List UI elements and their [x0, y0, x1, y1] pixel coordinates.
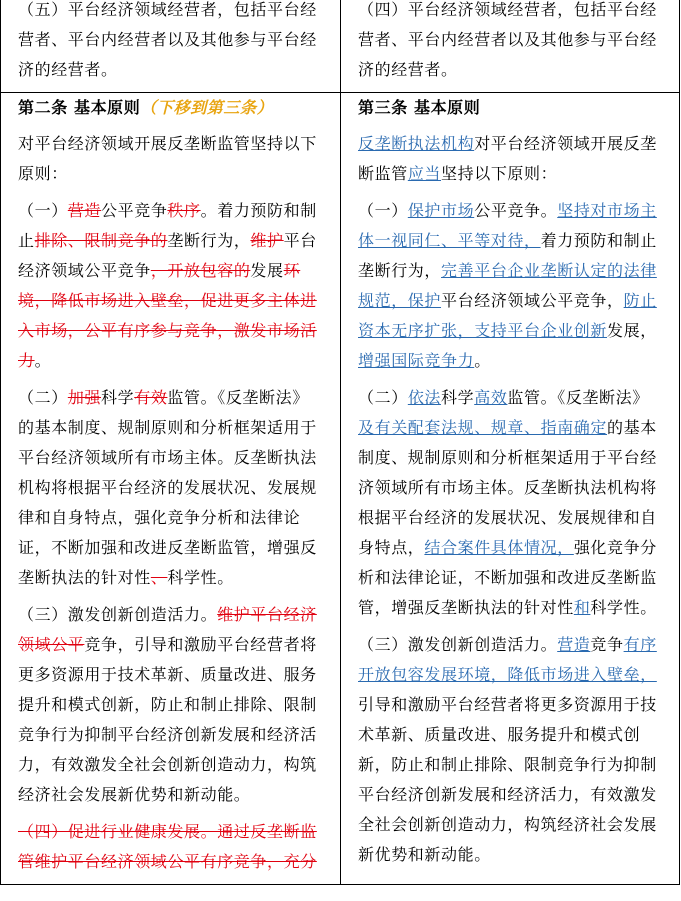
- deleted-text: 排除、限制竞争的: [34, 231, 168, 250]
- left-intro: 对平台经济领域开展反垄断监管坚持以下原则：: [18, 134, 317, 183]
- deleted-text: 有效: [134, 388, 168, 407]
- text-run: 着力预防和制止垄断行为，: [358, 231, 657, 280]
- text-run: 公平竞争。: [474, 201, 558, 220]
- inserted-text: 高效: [474, 388, 508, 407]
- text-run: （三）激发创新创造活力。: [18, 605, 218, 624]
- text-run: （一）: [18, 201, 68, 220]
- right-principle-1: [358, 196, 662, 376]
- deleted-text: 、: [150, 568, 168, 587]
- right-principle-3: [358, 630, 662, 870]
- left-article-no: 第二条: [18, 98, 68, 117]
- inserted-text: 防止资本无序扩张，支持平台企业创新: [358, 291, 657, 340]
- left-article-heading: [18, 93, 323, 123]
- text-run: 。: [34, 351, 52, 370]
- text-run: 监管。《反垄断法》: [507, 388, 649, 407]
- right-principle-2: [358, 383, 662, 623]
- text-run: 监管。《反垄断法》的基本制度、规制原则和分析框架适用于平台经济领域所有市场主体。反垄断执法机构将根据平台经济的发展状况、发展规律和自身特点，强化竞争分析和法律论证，不断加强和改进反垄断监管，增强反垄断执法的针对性: [18, 388, 317, 587]
- text-run: 。: [474, 351, 491, 370]
- text-run: （二）: [358, 388, 408, 407]
- inserted-text: 和: [573, 598, 591, 617]
- right-article-title: 基本原则: [413, 98, 481, 117]
- inserted-text: 有序开放包容发展环境，降低市场进入壁垒，: [358, 635, 657, 684]
- text-run: 科学性。: [167, 568, 234, 587]
- right-item4-text: （四）平台经济领域经营者，包括平台经营者、平台内经营者以及其他参与平台经济的经营者。: [358, 0, 657, 79]
- text-run: （二）: [18, 388, 68, 407]
- text-run: 平台经济领域公平竞争: [18, 231, 317, 280]
- text-run: （三）激发创新创造活力。: [358, 635, 558, 654]
- left-article-note: （下移到第三条）: [140, 98, 274, 117]
- text-run: 对平台经济领域开展反垄断监管: [358, 134, 657, 183]
- text-run: 科学: [101, 388, 135, 407]
- deleted-text: ，开放包容的: [150, 261, 251, 280]
- right-article-heading: [358, 93, 662, 123]
- inserted-text: 增强国际竞争力: [358, 351, 475, 370]
- left-cell-item5: [1, 0, 341, 93]
- inserted-text: 反垄断执法机构: [358, 134, 475, 153]
- left-item5-text: （五）平台经济领域经营者，包括平台经营者、平台内经营者以及其他参与平台经济的经营者。: [18, 0, 317, 79]
- text-run: 垄断行为，: [167, 231, 251, 250]
- text-run: 竞争: [590, 635, 624, 654]
- text-run: 引导和激励平台经营者将更多资源用于技术革新、质量改进、服务提升和模式创新，防止和制止排除、限制竞争行为抑制平台经济创新发展和经济活力，有效激发全社会创新创造动力，构筑经济社会发展新优势和新动能。: [358, 695, 657, 864]
- text-run: 坚持以下原则：: [441, 164, 558, 183]
- deleted-text: 营造: [67, 201, 102, 220]
- text-run: 发展，: [607, 321, 657, 340]
- right-cell-article: [341, 93, 680, 885]
- inserted-text: 保护市场: [407, 201, 475, 220]
- right-cell-item4: [341, 0, 680, 93]
- deleted-text: （四）促进行业健康发展。通过反垄断监管维护平台经济领域公平有序竞争，充分: [18, 822, 317, 871]
- table-row: [1, 93, 680, 885]
- text-run: 发展: [250, 261, 284, 280]
- inserted-text: 及有关配套法规、规章、指南确定: [358, 418, 608, 437]
- inserted-text: 应当: [407, 164, 442, 183]
- text-run: 科学性。: [590, 598, 657, 617]
- text-run: 。着力预防和制止: [18, 201, 317, 250]
- text-run: 公平竞争: [101, 201, 168, 220]
- left-principle-2: [18, 383, 323, 593]
- text-run: （一）: [358, 201, 408, 220]
- deleted-text: 维护平台经济领域公平: [18, 605, 317, 654]
- inserted-text: 结合案件具体情况，: [424, 538, 574, 557]
- inserted-text: 依法: [407, 388, 442, 407]
- right-intro: [358, 129, 662, 189]
- inserted-text: 完善平台企业垄断认定的法律规范，保护: [358, 261, 657, 310]
- left-principle-1: [18, 196, 323, 376]
- inserted-text: 坚持对市场主体一视同仁、平等对待，: [358, 201, 657, 250]
- left-cell-article: [1, 93, 341, 885]
- deleted-text: 维护: [250, 231, 284, 250]
- text-run: 平台经济领域公平竞争，: [441, 291, 624, 310]
- deleted-text: 环境，降低市场进入壁垒，促进更多主体进入市场，公平有序参与竞争，激发市场活力: [18, 261, 317, 370]
- deleted-text: 加强: [67, 388, 102, 407]
- table-row: [1, 0, 680, 93]
- text-run: 科学: [441, 388, 475, 407]
- left-article-title: 基本原则: [73, 98, 141, 117]
- left-principle-4: [18, 817, 323, 877]
- left-principle-3: [18, 600, 323, 810]
- inserted-text: 营造: [557, 635, 591, 654]
- text-run: 的基本制度、规制原则和分析框架适用于平台经济领域所有市场主体。反垄断执法机构将根据平台经济的发展状况、发展规律和自身特点，: [358, 418, 657, 557]
- text-run: 竞争，引导和激励平台经营者将更多资源用于技术革新、质量改进、服务提升和模式创新，防止和制止排除、限制竞争行为抑制平台经济创新发展和经济活力，有效激发全社会创新创造动力，构筑经济社会发展新优势和新动能。: [18, 635, 317, 804]
- right-article-no: 第三条: [358, 98, 408, 117]
- deleted-text: 秩序: [167, 201, 201, 220]
- text-run: 强化竞争分析和法律论证，不断加强和改进反垄断监管，增强反垄断执法的针对性: [358, 538, 657, 617]
